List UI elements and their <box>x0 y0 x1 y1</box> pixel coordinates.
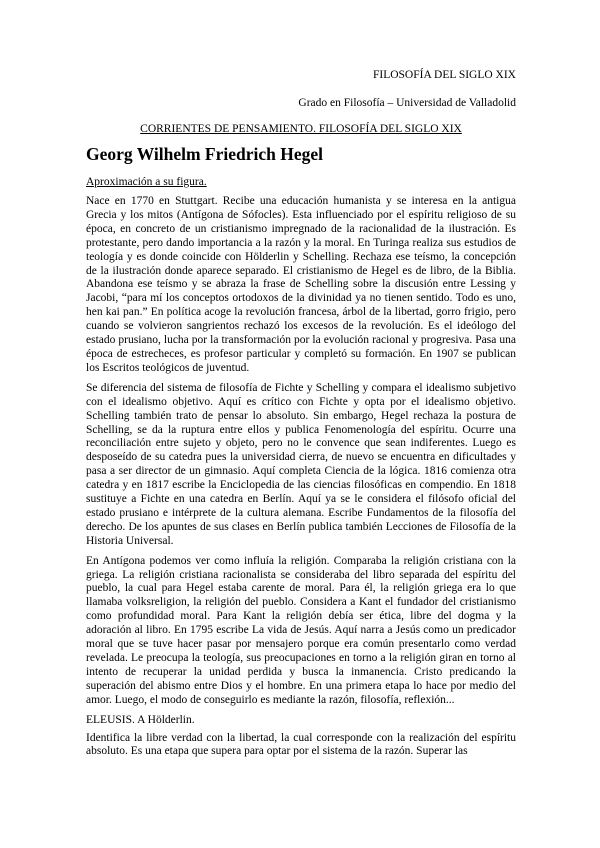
paragraph-religion: En Antígona podemos ver como influía la religión. Comparaba la religión cristiana con la griega. La religión cristiana racionalista se consideraba del libro separada del espíritu del pueblo, la cual para Hegel estaba carente de moral. Para él, la religión griega era lo que llamaba volksreligion, la religión del pueblo. Considera a Kant el fundador del cristianismo como profundidad moral. Para Kant la religión debía ser ética, libre del dogma y la adoración al libro. En 1795 escribe La vida de Jesús. Aquí narra a Jesús como un predicador moral que se tuve hacer pasar por mensajero porque era común presentarlo como verdad revelada. Le preocupa la teología, sus preocupaciones en torno a la religión giran en torno al intento de recuperar la unidad perdida y busca la inmanencia. Cristo predicando la superación del abismo entre Dios y el hombre. En una primera etapa lo hace por medio del amor. Luego, el modo de conseguirlo es mediante la razón, filosofía, reflexión... <box>86 554 516 706</box>
subheading: Aproximación a su figura. <box>86 176 207 188</box>
course-header: FILOSOFÍA DEL SIGLO XIX <box>372 69 516 81</box>
paragraph-freedom: Identifica la libre verdad con la libertad, la cual corresponde con la realización del espíritu absoluto. Es una etapa que supera para optar por el sistema de la razón. Superar las <box>86 731 516 758</box>
paragraph-idealism: Se diferencia del sistema de filosofía de Fichte y Schelling y compara el idealismo subjetivo con el idealismo objetivo. Aquí es crítico con Fichte y opta por el idealismo objetivo. Schelling también trato de pensar lo absoluto. Sin embargo, Hegel rechaza la postura de Schelling, se da la ruptura entre ellos y publica Fenomenología del espíritu. Ocurre una reconciliación entre sujeto y objeto, pero no le convence que sean indiferentes. Luego es desposeído de su catedra pues la universidad cierra, de nuevo se encuentra en dificultades y pasa a ser director de un gimnasio. Aquí completa Ciencia de la lógica. 1816 comienza otra catedra y en 1817 escribe la Enciclopedia de las ciencias filosóficas en compendio. En 1818 sustituye a Fichte en una catedra en Berlín. Aquí ya se le considera el filósofo oficial del estado prusiano e intérprete de la cultura alemana. Escribe Fundamentos de la filosofía del derecho. De los apuntes de sus clases en Berlín publica también Lecciones de Filosofía de la Historia Universal. <box>86 381 516 547</box>
paragraph-eleusis: ELEUSIS. A Hölderlin. <box>86 713 195 726</box>
program-header: Grado en Filosofía – Universidad de Valladolid <box>298 97 516 109</box>
section-heading: CORRIENTES DE PENSAMIENTO. FILOSOFÍA DEL SIGLO XIX <box>140 123 462 135</box>
document-title: Georg Wilhelm Friedrich Hegel <box>86 144 324 164</box>
paragraph-biography: Nace en 1770 en Stuttgart. Recibe una educación humanista y se interesa en la antigua Grecia y los mitos (Antígona de Sófocles). Esta influenciado por el espíritu religioso de su época, en concreto de un cristianismo impregnado de la racionalidad de la ilustración. Es protestante, pero dando importancia a la razón y la moral. En Turinga realiza sus estudios de teología y es donde coincide con Hölderlin y Schelling. Rechaza ese teísmo, la concepción de la ilustración donde aparece separado. El cristianismo de Hegel es de libro, de la Biblia. Abandona ese teísmo y se abraza la frase de Schelling sobre la discusión entre Lessing y Jacobi, “para mí los conceptos ortodoxos de la divinidad ya no tienen sentido. Todo es uno, hen kai pan.” En política acoge la revolución francesa, árbol de la libertad, gorro frigio, pero cuando se volvieron sangrientos rechazó los excesos de la revolución. Es el ideólogo del estado prusiano, lucha por la transformación por la evolución racional y progresiva. Pasa una época de estrecheces, es profesor particular y completó su formación. En 1907 se publican los Escritos teológicos de juventud. <box>86 195 516 374</box>
